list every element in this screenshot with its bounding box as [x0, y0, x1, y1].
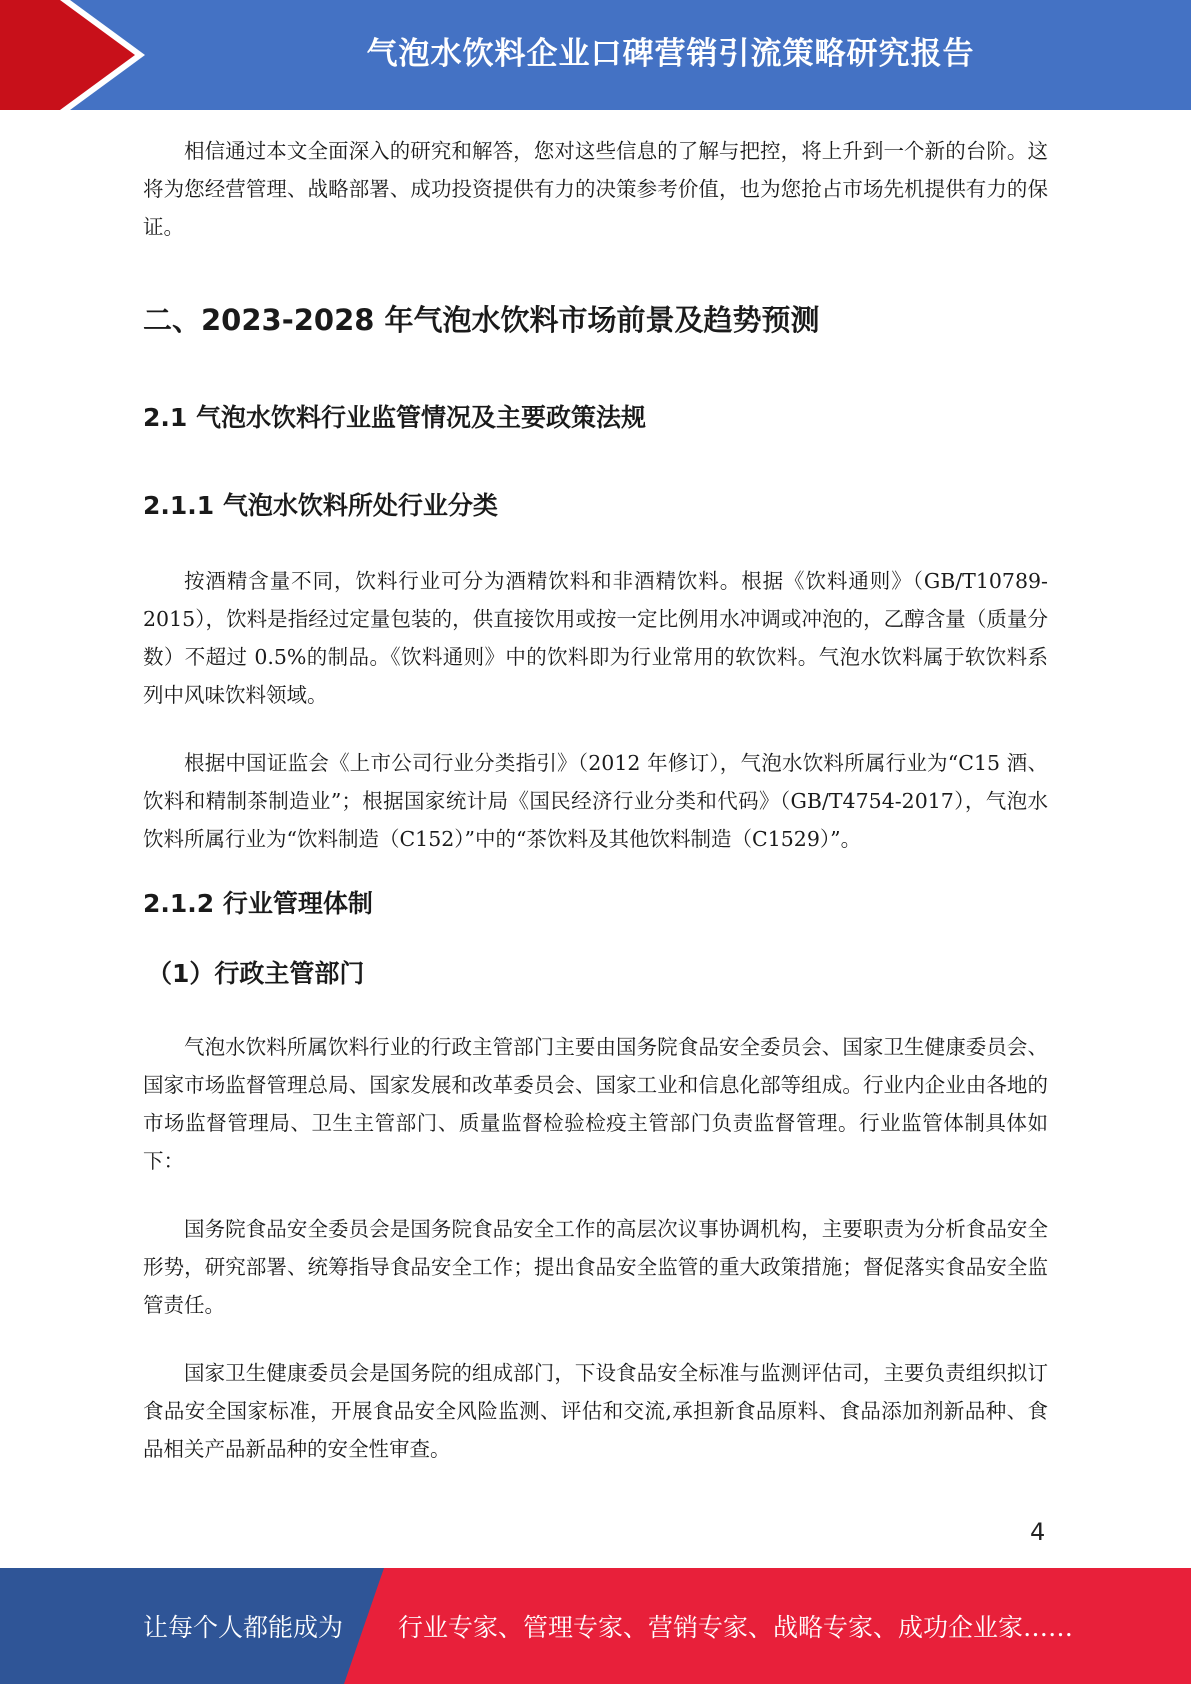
page-number: 4: [1030, 1518, 1046, 1546]
subsubsection-2-title: 2.1.2 行业管理体制: [143, 889, 373, 918]
document-body: [143, 132, 1048, 1468]
subsubsection-1-title: 2.1.1 气泡水饮料所处行业分类: [143, 491, 498, 520]
subsection-title: 2.1 气泡水饮料行业监管情况及主要政策法规: [143, 403, 646, 432]
page-footer: [0, 1568, 1191, 1684]
footer-slogan-left: 让每个人都能成为: [143, 1613, 344, 1642]
paragraph-industry-classification: 按酒精含量不同，饮料行业可分为酒精饮料和非酒精饮料。根据《饮料通则》（GB/T10789-2015），饮料是指经过定量包装的，供直接饮用或按一定比例用水冲调或冲泡的，乙醇含量（质量分数）不超过 0.5%的制品。《饮料通则》中的饮料即为行业常用的软饮料。气泡水饮料属于软饮料系列中风味饮料领域。: [143, 569, 1048, 707]
section-title: 二、2023-2028 年气泡水饮料市场前景及趋势预测: [143, 303, 820, 337]
paragraph-csrc-classification: 根据中国证监会《上市公司行业分类指引》（2012 年修订），气泡水饮料所属行业为“C15 酒、饮料和精制茶制造业”；根据国家统计局《国民经济行业分类和代码》（GB/T4754-2017），气泡水饮料所属行业为“饮料制造（C152）”中的“茶饮料及其他饮料制造（C1529）”。: [143, 751, 1048, 851]
intro-paragraph: 相信通过本文全面深入的研究和解答，您对这些信息的了解与把控，将上升到一个新的台阶。这将为您经营管理、战略部署、成功投资提供有力的决策参考价值，也为您抢占市场先机提供有力的保证。: [143, 139, 1048, 239]
paragraph-regulators: 气泡水饮料所属饮料行业的行政主管部门主要由国务院食品安全委员会、国家卫生健康委员会、国家市场监督管理总局、国家发展和改革委员会、国家工业和信息化部等组成。行业内企业由各地的市场监督管理局、卫生主管部门、质量监督检验检疫主管部门负责监督管理。行业监管体制具体如下：: [143, 1035, 1048, 1173]
page-header: [0, 0, 1191, 110]
paragraph-health-commission: 国家卫生健康委员会是国务院的组成部门，下设食品安全标准与监测评估司，主要负责组织拟订食品安全国家标准，开展食品安全风险监测、评估和交流,承担新食品原料、食品添加剂新品种、食品相关产品新品种的安全性审查。: [143, 1361, 1048, 1461]
paragraph-food-safety-committee: 国务院食品安全委员会是国务院食品安全工作的高层次议事协调机构，主要职责为分析食品安全形势，研究部署、统筹指导食品安全工作；提出食品安全监管的重大政策措施；督促落实食品安全监管责任。: [143, 1217, 1048, 1317]
item-1-title: （1）行政主管部门: [147, 959, 365, 988]
report-title: 气泡水饮料企业口碑营销引流策略研究报告: [366, 35, 975, 72]
footer-slogan-right: 行业专家、管理专家、营销专家、战略专家、成功企业家……: [398, 1613, 1074, 1642]
